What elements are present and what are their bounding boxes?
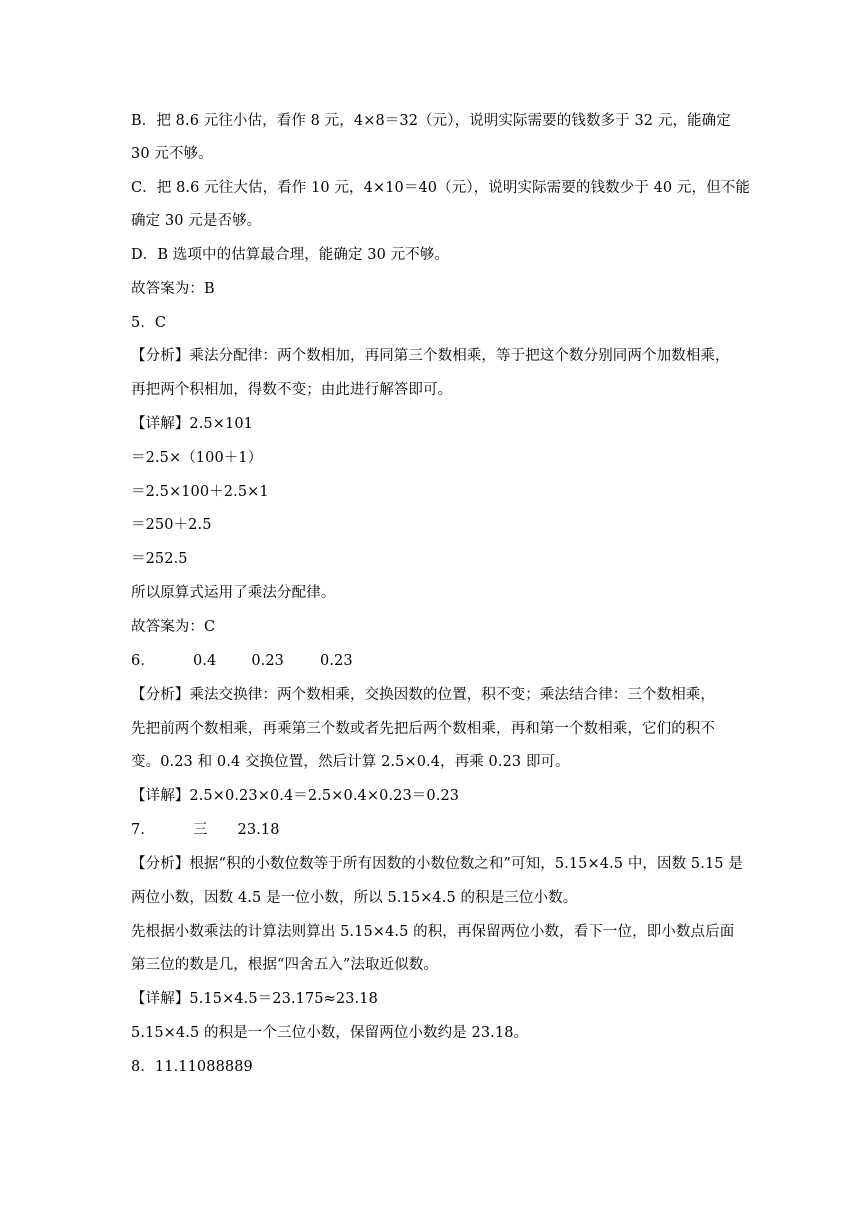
answer-blank-2: 0.23: [251, 653, 284, 669]
analysis-line: 【分析】乘法分配律：两个数相加，再同第三个数相乘，等于把这个数分别同两个加数相乘，: [131, 348, 730, 364]
text-line: 变。0.23 和 0.4 交换位置，然后计算 2.5×0.4，再乘 0.23 即可。: [131, 754, 570, 770]
calc-step: ＝2.5×（100＋1）: [131, 450, 263, 466]
calc-step: ＝2.5×100＋2.5×1: [131, 484, 269, 500]
question-number: 6．: [131, 653, 155, 669]
question-7-row: [131, 820, 741, 840]
text-line: 第三位的数是几，根据“四舍五入”法取近似数。: [131, 957, 439, 973]
text-line: B．把 8.6 元往小估，看作 8 元，4×8＝32（元），说明实际需要的钱数多于 32 元，能确定: [131, 113, 731, 129]
text-line: D．B 选项中的估算最合理，能确定 30 元不够。: [131, 247, 450, 263]
question-6-row: [131, 651, 741, 671]
text-line: 两位小数，因数 4.5 是一位小数，所以 5.15×4.5 的积是三位小数。: [131, 890, 578, 906]
detail-line: 【详解】2.5×0.23×0.4＝2.5×0.4×0.23＝0.23: [131, 788, 460, 804]
detail-line: 【详解】2.5×101: [131, 416, 253, 432]
calc-step: ＝250＋2.5: [131, 517, 212, 533]
answer-blank-1: 0.4: [192, 653, 217, 669]
calc-step: ＝252.5: [131, 551, 188, 567]
answer-blank-2: 23.18: [237, 822, 280, 838]
text-line: C．把 8.6 元往大估，看作 10 元，4×10＝40（元），说明实际需要的钱数少于 40 元，但不能: [131, 180, 750, 196]
analysis-line: 【分析】根据“积的小数位数等于所有因数的小数位数之和”可知，5.15×4.5 中，因数 5.15 是: [131, 856, 743, 872]
text-line: 先根据小数乘法的计算法则算出 5.15×4.5 的积，再保留两位小数，看下一位，即小数点后面: [131, 924, 735, 940]
answer-line: 故答案为：B: [131, 281, 215, 297]
text-line: 确定 30 元是否够。: [131, 213, 262, 229]
text-line: 所以原算式运用了乘法分配律。: [131, 585, 336, 601]
text-line: 5.15×4.5 的积是一个三位小数，保留两位小数约是 23.18。: [131, 1025, 529, 1041]
question-number: 8．11.11088889: [131, 1059, 253, 1075]
answer-blank-1: 三: [192, 822, 208, 838]
answer-line: 故答案为：C: [131, 619, 216, 635]
detail-line: 【详解】5.15×4.5＝23.175≈23.18: [131, 991, 378, 1007]
text-line: 再把两个积相加，得数不变；由此进行解答即可。: [131, 382, 453, 398]
text-line: 30 元不够。: [131, 146, 213, 162]
question-number: 7．: [131, 822, 155, 838]
analysis-line: 【分析】乘法交换律：两个数相乘，交换因数的位置，积不变；乘法结合律：三个数相乘，: [131, 687, 715, 703]
text-line: 先把前两个数相乘，再乘第三个数或者先把后两个数相乘，再和第一个数相乘，它们的积不: [131, 721, 715, 737]
question-number: 5．C: [131, 315, 167, 331]
answer-blank-3: 0.23: [320, 653, 353, 669]
